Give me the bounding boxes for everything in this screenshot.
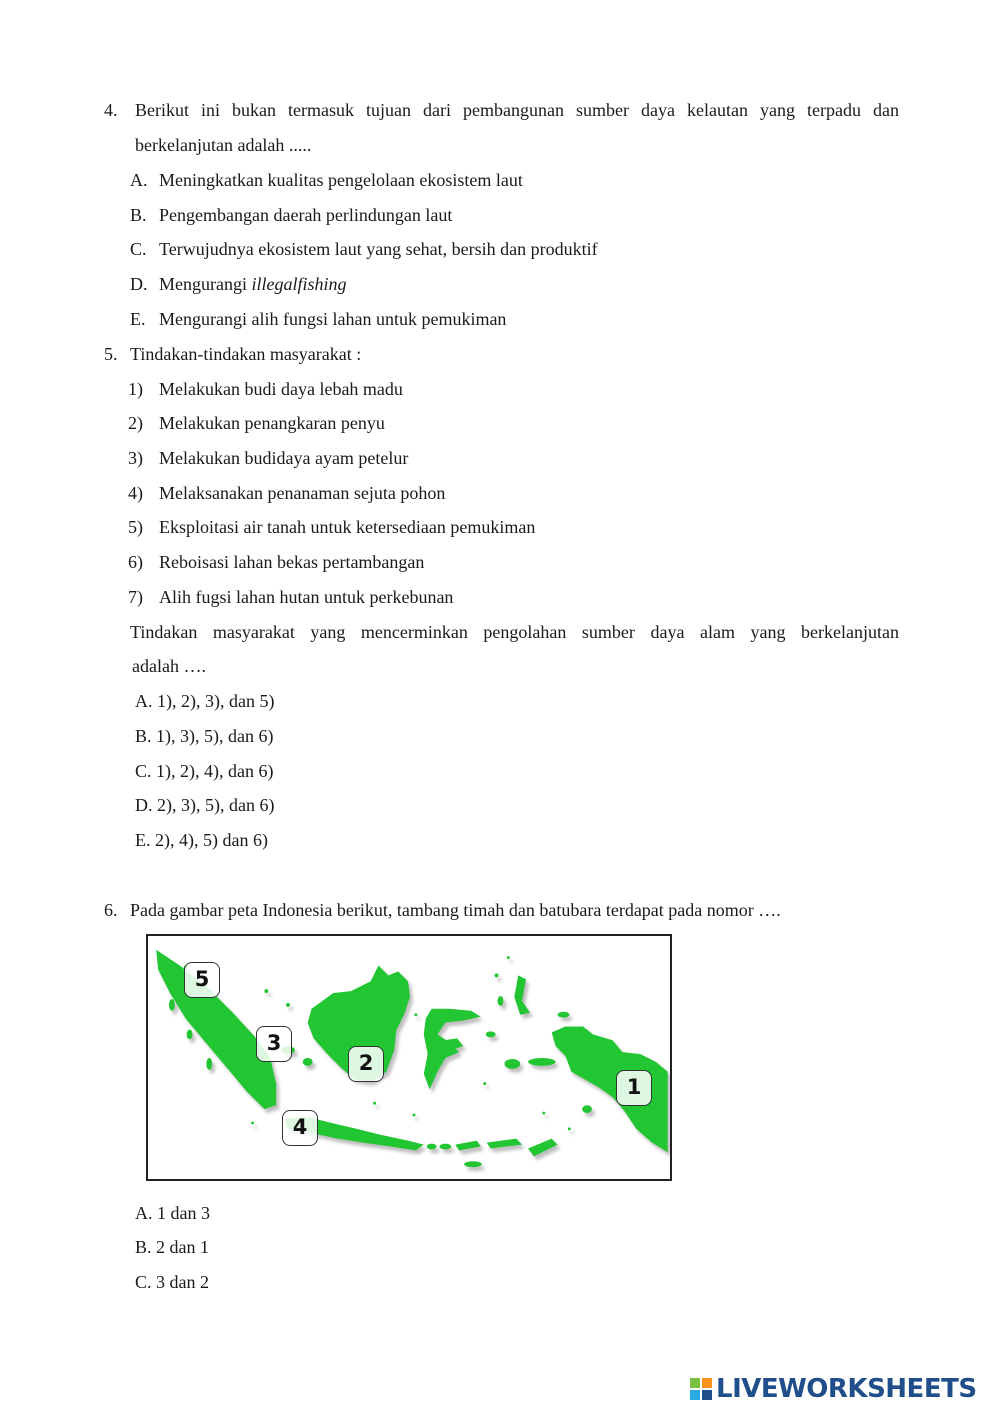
q4-option-text-plain: Mengurangi bbox=[159, 274, 252, 294]
q5-intro: Tindakan-tindakan masyarakat : bbox=[130, 344, 362, 364]
q4-option-letter: C. bbox=[130, 239, 147, 259]
timor-island bbox=[528, 1139, 558, 1157]
q5-question-line1: Tindakan masyarakat yang mencerminkan pengolahan sumber daya alam yang berkelanjutan bbox=[130, 622, 899, 642]
lombok-island bbox=[439, 1144, 451, 1150]
islet bbox=[498, 996, 504, 1006]
speck bbox=[483, 1082, 486, 1085]
sumbawa-island bbox=[455, 1141, 481, 1151]
map-label-2: 2 bbox=[348, 1046, 384, 1082]
halmahera-island bbox=[514, 975, 530, 1014]
q5-number: 5. bbox=[104, 344, 118, 364]
q6-number: 6. bbox=[104, 900, 118, 920]
q5-item-num: 5) bbox=[128, 517, 143, 537]
liveworksheets-logo bbox=[690, 1374, 977, 1404]
q6-option[interactable]: C. 3 dan 2 bbox=[135, 1272, 209, 1292]
sumba-island bbox=[464, 1161, 482, 1167]
q5-item-text: Melaksanakan penanaman sejuta pohon bbox=[159, 483, 446, 503]
speck bbox=[495, 973, 499, 977]
q6-option[interactable]: B. 2 dan 1 bbox=[135, 1237, 209, 1257]
q5-item-text: Eksploitasi air tanah untuk ketersediaan pemukiman bbox=[159, 517, 536, 537]
q5-option[interactable]: A. 1), 2), 3), dan 5) bbox=[135, 691, 275, 711]
islet bbox=[582, 1105, 592, 1113]
logo-block bbox=[702, 1390, 712, 1400]
speck bbox=[251, 1121, 254, 1124]
q4-option-text bbox=[159, 273, 347, 295]
q4-option-text-italic: illegalfishing bbox=[251, 274, 347, 294]
q4-option-letter: A. bbox=[130, 170, 148, 190]
q4-option-letter: B. bbox=[130, 205, 147, 225]
islet bbox=[558, 1012, 570, 1018]
q5-option[interactable]: C. 1), 2), 4), dan 6) bbox=[135, 761, 274, 781]
indonesia-map bbox=[146, 934, 672, 1181]
flores-island bbox=[487, 1139, 522, 1149]
buru-island bbox=[504, 1059, 520, 1069]
q5-item-text: Melakukan budi daya lebah madu bbox=[159, 379, 403, 399]
seram-island bbox=[528, 1058, 556, 1066]
q5-item-text: Alih fugsi lahan hutan untuk perkebunan bbox=[159, 587, 454, 607]
speck bbox=[412, 1114, 415, 1117]
q5-item-num: 6) bbox=[128, 552, 143, 572]
q5-item-num: 1) bbox=[128, 379, 143, 399]
islet bbox=[187, 1029, 193, 1039]
q5-item-num: 7) bbox=[128, 587, 143, 607]
indonesia-map-drawing bbox=[148, 936, 670, 1179]
q4-option-text: Pengembangan daerah perlindungan laut bbox=[159, 205, 453, 225]
q5-item-num: 2) bbox=[128, 413, 143, 433]
speck bbox=[568, 1127, 571, 1130]
q5-option[interactable]: D. 2), 3), 5), dan 6) bbox=[135, 795, 275, 815]
q5-item-text: Melakukan penangkaran penyu bbox=[159, 413, 385, 433]
q4-option-text: Meningkatkan kualitas pengelolaan ekosistem laut bbox=[159, 170, 523, 190]
logo-wordmark: LIVEWORKSHEETS bbox=[716, 1374, 977, 1404]
islet bbox=[169, 999, 175, 1011]
q5-option[interactable]: B. 1), 3), 5), dan 6) bbox=[135, 726, 274, 746]
speck bbox=[286, 1003, 290, 1007]
q6-option[interactable]: A. 1 dan 3 bbox=[135, 1203, 210, 1223]
map-label-4: 4 bbox=[282, 1110, 318, 1146]
speck bbox=[507, 956, 510, 959]
q5-item-num: 3) bbox=[128, 448, 143, 468]
logo-block bbox=[690, 1378, 700, 1388]
islet bbox=[486, 1031, 496, 1037]
q4-option-text: Terwujudnya ekosistem laut yang sehat, bersih dan produktif bbox=[159, 239, 598, 259]
q6-text: Pada gambar peta Indonesia berikut, tambang timah dan batubara terdapat pada nomor …. bbox=[130, 900, 781, 920]
q4-text-line2: berkelanjutan adalah ..... bbox=[135, 135, 312, 155]
map-label-5: 5 bbox=[184, 962, 220, 998]
belitung-island bbox=[303, 1058, 313, 1066]
q5-item-text: Reboisasi lahan bekas pertambangan bbox=[159, 552, 425, 572]
speck bbox=[264, 989, 268, 993]
islet bbox=[206, 1058, 212, 1070]
q4-option-letter: E. bbox=[130, 309, 146, 329]
speck bbox=[373, 1102, 376, 1105]
logo-blocks-icon bbox=[690, 1378, 712, 1400]
q4-option-text: Mengurangi alih fungsi lahan untuk pemukiman bbox=[159, 309, 507, 329]
logo-block bbox=[690, 1390, 700, 1400]
speck bbox=[414, 1013, 417, 1016]
q5-item-num: 4) bbox=[128, 483, 143, 503]
q4-number: 4. bbox=[104, 100, 118, 120]
speck bbox=[542, 1112, 545, 1115]
map-label-3: 3 bbox=[256, 1026, 292, 1062]
map-label-1: 1 bbox=[616, 1070, 652, 1106]
q5-item-text: Melakukan budidaya ayam petelur bbox=[159, 448, 409, 468]
q5-option[interactable]: E. 2), 4), 5) dan 6) bbox=[135, 830, 268, 850]
q4-option-letter: D. bbox=[130, 274, 148, 294]
q5-question-line2: adalah …. bbox=[132, 656, 206, 676]
q4-text-line1: Berikut ini bukan termasuk tujuan dari pembangunan sumber daya kelautan yang terpadu dan bbox=[135, 100, 899, 120]
logo-block bbox=[702, 1378, 712, 1388]
bali-island bbox=[427, 1144, 437, 1150]
